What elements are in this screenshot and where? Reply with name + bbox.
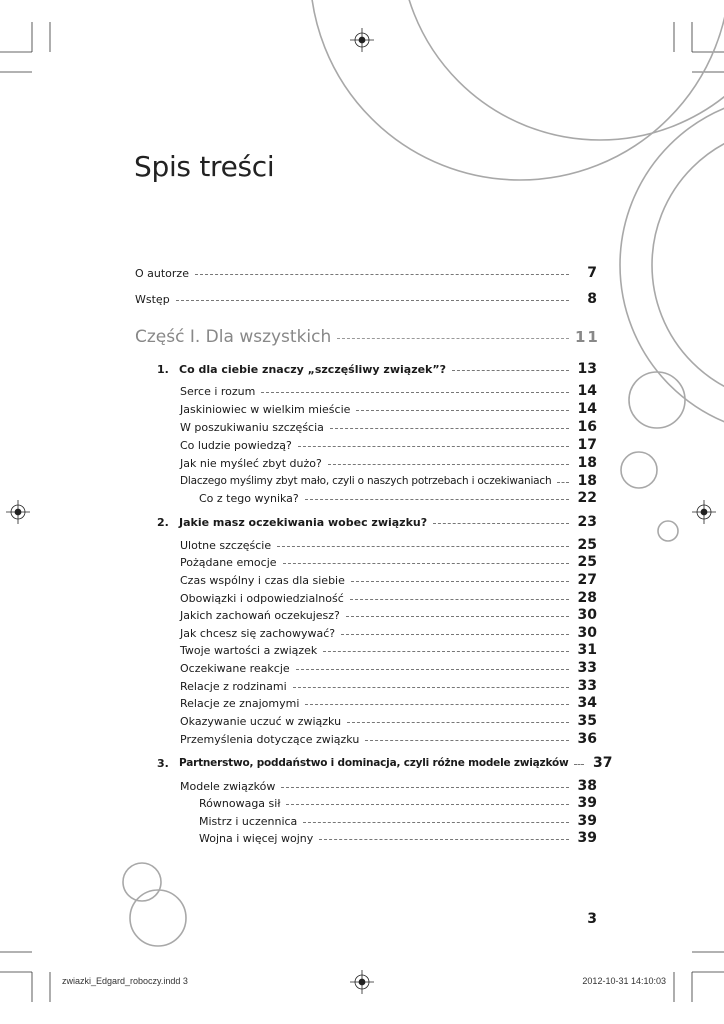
leader-dots <box>303 822 569 823</box>
toc-label: W poszukiwaniu szczęścia <box>180 420 324 434</box>
toc-section <box>180 418 597 436</box>
toc-section <box>180 694 597 712</box>
toc-label: Relacje z rodzinami <box>180 679 287 693</box>
leader-dots <box>305 704 569 705</box>
leader-dots <box>341 634 569 635</box>
toc-page: 7 <box>587 265 597 281</box>
leader-dots <box>176 300 569 301</box>
toc-page: 33 <box>577 660 597 676</box>
toc-label: Równowaga sił <box>199 796 281 810</box>
toc-page: 14 <box>577 383 597 399</box>
slug-timestamp: 2012-10-31 14:10:03 <box>582 976 666 986</box>
toc-page: 34 <box>577 695 597 711</box>
leader-dots <box>298 446 569 447</box>
leader-dots <box>277 546 569 547</box>
toc-label: Co ludzie powiedzą? <box>180 438 292 452</box>
toc-label: O autorze <box>135 266 189 280</box>
toc-page: 30 <box>577 625 597 641</box>
toc-label: Modele związków <box>180 779 276 793</box>
page-number: 3 <box>587 911 597 927</box>
toc-page: 11 <box>575 328 600 346</box>
toc-label: Co dla ciebie znaczy „szczęśliwy związek”? <box>179 362 446 376</box>
toc-page: 27 <box>577 572 597 588</box>
toc-entry <box>135 290 597 308</box>
toc-page: 39 <box>577 795 597 811</box>
chapter-number: 1. <box>157 362 169 376</box>
toc-label: Jaskiniowiec w wielkim mieście <box>180 402 351 416</box>
toc-subsection <box>199 829 597 847</box>
leader-dots <box>356 410 569 411</box>
toc-section <box>180 641 597 659</box>
toc-label: Wojna i więcej wojny <box>199 831 314 845</box>
toc-label: Oczekiwane reakcje <box>180 661 290 675</box>
registration-mark-icon <box>350 970 374 994</box>
toc-section <box>180 454 597 472</box>
leader-dots <box>328 464 569 465</box>
toc-page: 18 <box>577 455 597 471</box>
toc-label: Mistrz i uczennica <box>199 814 298 828</box>
leader-dots <box>261 392 569 393</box>
leader-dots <box>346 616 569 617</box>
toc-page: 39 <box>577 813 597 829</box>
toc-chapter <box>157 360 597 378</box>
toc-page: 35 <box>577 713 597 729</box>
toc-page: 17 <box>577 437 597 453</box>
toc-page: 25 <box>577 554 597 570</box>
toc-page: 33 <box>577 678 597 694</box>
toc-label: Jak chcesz się zachowywać? <box>180 626 336 640</box>
toc-label: Okazywanie uczuć w związku <box>180 714 342 728</box>
toc-label: Pożądane emocje <box>180 555 277 569</box>
toc-label: Dlaczego myślimy zbyt mało, czyli o naszych potrzebach i oczekiwaniach <box>180 475 552 487</box>
registration-mark-icon <box>350 28 374 52</box>
toc-page: 13 <box>577 361 597 377</box>
toc-entry <box>135 264 597 282</box>
toc-section <box>180 382 597 400</box>
toc-page: 16 <box>577 419 597 435</box>
toc-label: Część I. Dla wszystkich <box>135 327 332 347</box>
toc-page: 37 <box>593 755 613 771</box>
leader-dots <box>286 804 569 805</box>
toc-subsection <box>199 812 597 830</box>
toc-section <box>180 677 597 695</box>
toc-section <box>180 536 597 554</box>
toc-section <box>180 571 597 589</box>
leader-dots <box>452 370 569 371</box>
leader-dots <box>433 523 569 524</box>
leader-dots <box>195 274 569 275</box>
toc-section <box>180 589 597 607</box>
toc-page: 23 <box>577 514 597 530</box>
leader-dots <box>557 482 569 483</box>
toc-label: Przemyślenia dotyczące związku <box>180 732 360 746</box>
toc-section <box>180 436 597 454</box>
leader-dots <box>574 764 584 765</box>
crop-marks <box>0 22 724 1002</box>
toc-section <box>180 624 597 642</box>
toc-chapter <box>157 513 597 531</box>
toc-label: Jakie masz oczekiwania wobec związku? <box>179 515 428 529</box>
registration-mark-icon <box>692 500 716 524</box>
leader-dots <box>283 563 569 564</box>
leader-dots <box>293 687 569 688</box>
toc-page: 31 <box>577 642 597 658</box>
registration-mark-icon <box>6 500 30 524</box>
toc-chapter <box>157 754 613 772</box>
toc-page: 8 <box>587 291 597 307</box>
chapter-number: 2. <box>157 515 169 529</box>
toc-section <box>180 472 597 490</box>
leader-dots <box>365 740 569 741</box>
toc-section <box>180 400 597 418</box>
toc-page: 36 <box>577 731 597 747</box>
toc-subsection <box>199 794 597 812</box>
toc-page: 18 <box>577 473 597 489</box>
toc-label: Wstęp <box>135 292 170 306</box>
toc-section <box>180 659 597 677</box>
toc-page: 30 <box>577 607 597 623</box>
toc-page: 14 <box>577 401 597 417</box>
toc-label: Serce i rozum <box>180 384 256 398</box>
toc-page: 39 <box>577 830 597 846</box>
page-title: Spis treści <box>134 150 275 183</box>
leader-dots <box>337 338 569 339</box>
toc-section <box>180 606 597 624</box>
leader-dots <box>330 428 569 429</box>
toc-page: 25 <box>577 537 597 553</box>
leader-dots <box>323 651 569 652</box>
toc-label: Czas wspólny i czas dla siebie <box>180 573 345 587</box>
leader-dots <box>347 722 569 723</box>
toc-part-heading <box>135 325 600 349</box>
slug-filename: zwiazki_Edgard_roboczy.indd 3 <box>62 976 188 986</box>
leader-dots <box>305 499 569 500</box>
toc-subsection <box>199 489 597 507</box>
toc-label: Twoje wartości a związek <box>180 643 318 657</box>
toc-label: Obowiązki i odpowiedzialność <box>180 591 344 605</box>
toc-section <box>180 730 597 748</box>
toc-label: Jakich zachowań oczekujesz? <box>180 608 340 622</box>
leader-dots <box>319 839 569 840</box>
toc-section <box>180 777 597 795</box>
leader-dots <box>351 581 569 582</box>
toc-page: 38 <box>577 778 597 794</box>
toc-label: Co z tego wynika? <box>199 491 299 505</box>
toc-label: Relacje ze znajomymi <box>180 696 300 710</box>
toc-section <box>180 553 597 571</box>
leader-dots <box>296 669 569 670</box>
leader-dots <box>281 787 569 788</box>
chapter-number: 3. <box>157 756 169 770</box>
toc-label: Jak nie myśleć zbyt dużo? <box>180 456 322 470</box>
leader-dots <box>350 599 569 600</box>
toc-label: Partnerstwo, poddaństwo i dominacja, czyli różne modele związków <box>179 757 569 769</box>
toc-section <box>180 712 597 730</box>
toc-label: Ulotne szczęście <box>180 538 272 552</box>
toc-page: 28 <box>577 590 597 606</box>
toc-page: 22 <box>577 490 597 506</box>
